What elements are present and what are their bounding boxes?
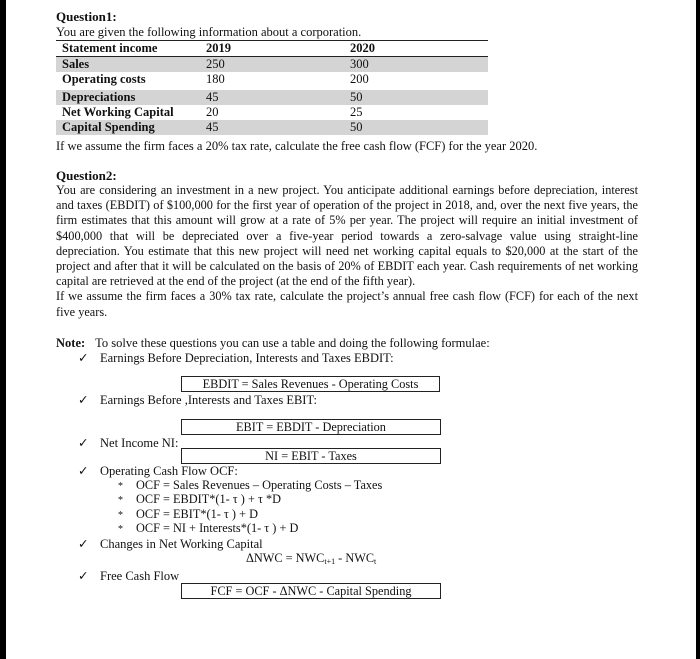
check-icon: ✓	[78, 393, 89, 407]
row-value-2020: 200	[350, 72, 369, 86]
item-label: Earnings Before ,Interests and Taxes EBIT:	[100, 393, 317, 407]
header-2020: 2020	[350, 41, 375, 55]
header-statement: Statement income	[62, 41, 158, 55]
table-row	[56, 57, 488, 72]
table-row	[56, 72, 488, 87]
formula-subscript: t	[374, 557, 377, 566]
row-value-2020: 25	[350, 105, 363, 119]
table-row	[56, 90, 488, 105]
ebdit-formula-box: EBDIT = Sales Revenues - Operating Costs	[181, 376, 440, 392]
question2-title: Question2:	[56, 168, 117, 183]
bullet-icon: *	[118, 495, 123, 506]
row-value-2020: 50	[350, 120, 363, 134]
bullet-icon: *	[118, 510, 123, 521]
item-label: Earnings Before Depreciation, Interests and Taxes EBDIT:	[100, 351, 394, 365]
checklist-item-net-income	[78, 435, 178, 451]
note-text: To solve these questions you can use a table and doing the following formulae:	[95, 336, 490, 350]
row-label: Operating costs	[62, 72, 146, 86]
question2-body	[56, 183, 638, 320]
row-label: Net Working Capital	[62, 105, 174, 119]
formula-text: OCF = EBDIT*(1- τ ) + τ *D	[136, 492, 282, 506]
checklist-item-fcf	[78, 568, 179, 584]
checklist-item-ocf	[78, 463, 238, 479]
formula-text: ΔNWC = NWC	[246, 551, 325, 565]
formula-text: OCF = Sales Revenues – Operating Costs – Taxes	[136, 478, 383, 492]
row-value-2019: 45	[206, 120, 219, 134]
row-value-2020: 50	[350, 90, 363, 104]
item-label: Operating Cash Flow OCF:	[100, 464, 238, 478]
right-border	[696, 0, 700, 659]
ni-formula-box: NI = EBIT - Taxes	[181, 448, 441, 464]
question2-paragraph: You are considering an investment in a new project. You anticipate additional earnings before depreciation, interest and taxes (EBDIT) of $100,000 for the first year of operation of the project in 2018, and, over the next five years, the firm estimates that this amount will grow at a rate of 5% per year. The project will require an initial investment of $400,000 that will be depreciated over a five-year period towards a zero-salvage value using straight-line depreciation. You estimate that this new project will need net working capital equals to $20,000 at the start of the project and after that it will be calculated on the basis of 20% of EBDIT each year. Cash requirements of net working capital are retrieved at the end of the project (at the end of the fifth year).	[56, 183, 638, 289]
row-value-2019: 250	[206, 57, 225, 71]
row-label: Depreciations	[62, 90, 136, 104]
formula-text: OCF = NI + Interests*(1- τ ) + D	[136, 521, 299, 535]
table-row	[56, 120, 488, 135]
checklist-item-ebdit	[78, 350, 394, 366]
row-value-2019: 180	[206, 72, 225, 86]
checklist-item-nwc	[78, 536, 263, 552]
formula-text: - NWC	[335, 551, 375, 565]
formula-text: OCF = EBIT*(1- τ ) + D	[136, 507, 258, 521]
nwc-formula	[246, 551, 376, 566]
bullet-icon: *	[118, 481, 123, 492]
checklist-item-ebit	[78, 392, 317, 408]
row-value-2020: 300	[350, 57, 369, 71]
ocf-formula-3	[118, 507, 258, 522]
question2-prompt: If we assume the firm faces a 30% tax rate, calculate the project’s annual free cash flow (FCF) for each of the next five years.	[56, 289, 638, 319]
income-statement-table	[56, 40, 488, 135]
ocf-formula-1	[118, 478, 382, 493]
question1-prompt: If we assume the firm faces a 20% tax rate, calculate the free cash flow (FCF) for the year 2020.	[56, 139, 538, 153]
table-row	[56, 105, 488, 120]
note-label: Note:	[56, 336, 86, 350]
check-icon: ✓	[78, 464, 89, 478]
row-label: Capital Spending	[62, 120, 155, 134]
ocf-formula-2	[118, 492, 281, 507]
formula-subscript: t+1	[324, 557, 336, 566]
ocf-formula-4	[118, 521, 298, 536]
item-label: Changes in Net Working Capital	[100, 537, 263, 551]
item-label: Net Income NI:	[100, 436, 179, 450]
check-icon: ✓	[78, 436, 89, 450]
item-label: Free Cash Flow	[100, 569, 180, 583]
row-label: Sales	[62, 57, 90, 71]
check-icon: ✓	[78, 351, 89, 365]
question1-intro: You are given the following information about a corporation.	[56, 25, 362, 39]
row-value-2019: 45	[206, 90, 219, 104]
check-icon: ✓	[78, 537, 89, 551]
left-border	[0, 0, 6, 659]
table-header	[56, 40, 488, 57]
note-line	[56, 336, 490, 351]
row-value-2019: 20	[206, 105, 219, 119]
check-icon: ✓	[78, 569, 89, 583]
header-2019: 2019	[206, 41, 231, 55]
question1-title: Question1:	[56, 9, 117, 24]
bullet-icon: *	[118, 524, 123, 535]
fcf-formula-box: FCF = OCF - ΔNWC - Capital Spending	[181, 583, 441, 599]
ebit-formula-box: EBIT = EBDIT - Depreciation	[181, 419, 441, 435]
